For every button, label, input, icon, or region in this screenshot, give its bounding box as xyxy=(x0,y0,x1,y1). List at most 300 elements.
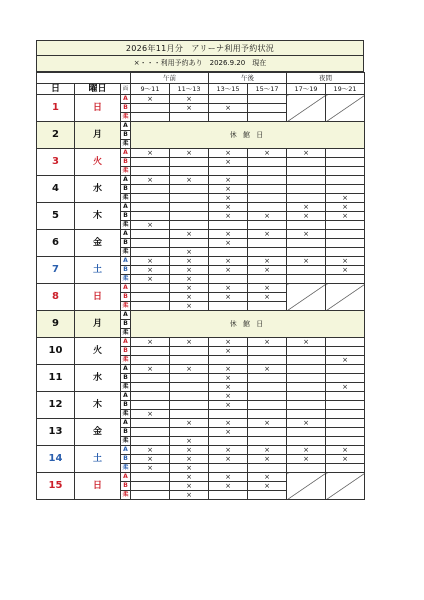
reservation-cell xyxy=(287,428,326,437)
reservation-cell: × xyxy=(326,455,365,464)
facility-label: B xyxy=(121,293,131,302)
facility-label: 柔 xyxy=(122,383,129,390)
reservation-cell xyxy=(248,347,287,356)
reservation-cell xyxy=(248,356,287,365)
reservation-cell: × xyxy=(209,239,248,248)
header-row-slots xyxy=(37,84,365,95)
reservation-cell: × xyxy=(287,149,326,158)
reservation-cell xyxy=(131,239,170,248)
day-row xyxy=(37,365,365,374)
time-slot-header: 19～21 xyxy=(326,84,365,95)
period-header: 午後 xyxy=(209,73,287,84)
weekday: 水 xyxy=(75,176,121,203)
facility-label: 柔 xyxy=(122,437,129,444)
reservation-cell xyxy=(209,248,248,257)
sheet-title: 2026年11月分 アリーナ利用予約状況 xyxy=(36,40,364,56)
reservation-cell xyxy=(209,410,248,419)
facility-header: 面 xyxy=(121,84,131,95)
facility-label: B xyxy=(121,482,131,491)
reservation-cell: × xyxy=(209,185,248,194)
reservation-cell xyxy=(326,410,365,419)
reservation-cell xyxy=(131,230,170,239)
reservation-cell xyxy=(131,356,170,365)
reservation-cell xyxy=(287,167,326,176)
reservation-cell xyxy=(131,212,170,221)
reservation-cell: × xyxy=(209,266,248,275)
reservation-cell: × xyxy=(131,338,170,347)
day-row xyxy=(37,338,365,347)
day-header: 日 xyxy=(37,84,75,95)
period-header: 夜間 xyxy=(287,73,365,84)
day-number: 14 xyxy=(37,446,75,473)
reservation-cell xyxy=(170,383,209,392)
reservation-cell xyxy=(170,239,209,248)
reservation-cell xyxy=(248,113,287,122)
facility-label: 柔 xyxy=(122,275,129,282)
reservation-cell xyxy=(248,221,287,230)
reservation-cell: × xyxy=(170,446,209,455)
reservation-cell: × xyxy=(248,149,287,158)
facility-label: B xyxy=(121,428,131,437)
reservation-cell xyxy=(326,230,365,239)
day-number: 6 xyxy=(37,230,75,257)
reservation-cell: × xyxy=(287,419,326,428)
unavailable-cell xyxy=(326,95,365,122)
reservation-cell xyxy=(326,392,365,401)
reservation-cell xyxy=(131,482,170,491)
time-slot-header: 15～17 xyxy=(248,84,287,95)
reservation-cell xyxy=(170,203,209,212)
reservation-cell: × xyxy=(209,230,248,239)
reservation-cell xyxy=(170,410,209,419)
day-number: 7 xyxy=(37,257,75,284)
reservation-cell xyxy=(131,302,170,311)
facility-label: 柔 xyxy=(122,302,129,309)
reservation-cell xyxy=(248,374,287,383)
reservation-cell xyxy=(248,176,287,185)
reservation-cell xyxy=(287,365,326,374)
reservation-cell xyxy=(248,104,287,113)
reservation-cell: × xyxy=(209,212,248,221)
reservation-cell xyxy=(248,383,287,392)
facility-label: B xyxy=(121,212,131,221)
reservation-cell xyxy=(209,464,248,473)
reservation-cell xyxy=(248,203,287,212)
facility-label: 柔 xyxy=(122,194,129,201)
reservation-cell xyxy=(326,275,365,284)
reservation-cell xyxy=(326,338,365,347)
reservation-cell xyxy=(131,293,170,302)
reservation-cell xyxy=(326,437,365,446)
reservation-cell xyxy=(170,194,209,203)
reservation-cell: × xyxy=(209,176,248,185)
reservation-cell xyxy=(131,428,170,437)
reservation-cell: × xyxy=(209,284,248,293)
reservation-cell xyxy=(248,437,287,446)
reservation-cell xyxy=(287,194,326,203)
time-slot-header: 9～11 xyxy=(131,84,170,95)
weekday: 金 xyxy=(75,419,121,446)
reservation-cell xyxy=(248,428,287,437)
facility-label: 柔 xyxy=(122,356,129,363)
day-number: 11 xyxy=(37,365,75,392)
reservation-cell: × xyxy=(209,428,248,437)
reservation-table xyxy=(36,72,365,500)
reservation-cell: × xyxy=(326,356,365,365)
unavailable-cell xyxy=(287,473,326,500)
reservation-cell xyxy=(170,374,209,383)
reservation-cell: × xyxy=(248,293,287,302)
reservation-cell: × xyxy=(209,104,248,113)
reservation-cell xyxy=(131,158,170,167)
reservation-cell: × xyxy=(209,293,248,302)
reservation-cell: × xyxy=(209,419,248,428)
facility-label: 柔 xyxy=(122,140,129,147)
facility-label: A xyxy=(121,230,131,239)
reservation-cell: × xyxy=(131,149,170,158)
closed-day-label: 休 館 日 xyxy=(131,311,365,338)
reservation-cell: × xyxy=(287,212,326,221)
reservation-cell: × xyxy=(131,221,170,230)
reservation-cell: × xyxy=(170,338,209,347)
reservation-cell xyxy=(131,491,170,500)
unavailable-cell xyxy=(287,284,326,311)
facility-label: A xyxy=(121,365,131,374)
reservation-cell xyxy=(248,410,287,419)
facility-label: B xyxy=(121,347,131,356)
day-number: 2 xyxy=(37,122,75,149)
reservation-cell xyxy=(209,167,248,176)
reservation-cell xyxy=(170,428,209,437)
facility-label: 柔 xyxy=(122,221,129,228)
reservation-cell: × xyxy=(170,437,209,446)
facility-label: 柔 xyxy=(122,410,129,417)
reservation-cell: × xyxy=(248,284,287,293)
reservation-cell xyxy=(287,158,326,167)
reservation-cell: × xyxy=(131,365,170,374)
reservation-cell: × xyxy=(287,230,326,239)
facility-label: A xyxy=(121,392,131,401)
day-row xyxy=(37,95,365,104)
reservation-cell: × xyxy=(209,446,248,455)
reservation-cell: × xyxy=(287,257,326,266)
weekday: 日 xyxy=(75,473,121,500)
reservation-cell xyxy=(131,167,170,176)
reservation-cell xyxy=(248,158,287,167)
day-number: 1 xyxy=(37,95,75,122)
day-row xyxy=(37,149,365,158)
reservation-cell: × xyxy=(248,266,287,275)
facility-label: B xyxy=(121,374,131,383)
reservation-cell: × xyxy=(209,338,248,347)
reservation-cell xyxy=(170,356,209,365)
reservation-cell xyxy=(170,401,209,410)
reservation-cell: × xyxy=(248,446,287,455)
reservation-cell xyxy=(326,419,365,428)
reservation-cell: × xyxy=(209,455,248,464)
reservation-cell: × xyxy=(209,473,248,482)
reservation-cell xyxy=(287,392,326,401)
reservation-cell: × xyxy=(170,230,209,239)
reservation-cell xyxy=(248,185,287,194)
reservation-cell xyxy=(248,167,287,176)
reservation-cell xyxy=(326,158,365,167)
reservation-cell: × xyxy=(209,194,248,203)
reservation-cell xyxy=(131,104,170,113)
reservation-sheet xyxy=(36,40,364,500)
reservation-cell: × xyxy=(248,230,287,239)
reservation-cell xyxy=(131,185,170,194)
day-row xyxy=(37,284,365,293)
reservation-cell: × xyxy=(209,401,248,410)
reservation-cell: × xyxy=(170,491,209,500)
reservation-cell: × xyxy=(326,266,365,275)
weekday: 木 xyxy=(75,203,121,230)
time-slot-header: 13～15 xyxy=(209,84,248,95)
day-row xyxy=(37,446,365,455)
time-slot-header: 11～13 xyxy=(170,84,209,95)
reservation-cell: × xyxy=(287,446,326,455)
facility-label: B xyxy=(121,158,131,167)
reservation-cell xyxy=(131,392,170,401)
reservation-cell xyxy=(248,491,287,500)
reservation-cell: × xyxy=(209,374,248,383)
reservation-cell: × xyxy=(326,257,365,266)
reservation-cell xyxy=(287,266,326,275)
reservation-cell xyxy=(326,347,365,356)
reservation-cell: × xyxy=(170,419,209,428)
reservation-cell xyxy=(131,347,170,356)
reservation-cell xyxy=(131,194,170,203)
reservation-cell: × xyxy=(326,212,365,221)
facility-label: A xyxy=(121,473,131,482)
reservation-cell xyxy=(209,221,248,230)
day-number: 5 xyxy=(37,203,75,230)
reservation-cell: × xyxy=(170,464,209,473)
time-slot-header: 17～19 xyxy=(287,84,326,95)
day-row xyxy=(37,311,365,320)
reservation-cell xyxy=(248,194,287,203)
day-row xyxy=(37,230,365,239)
reservation-cell xyxy=(248,239,287,248)
reservation-cell: × xyxy=(248,338,287,347)
reservation-cell: × xyxy=(209,149,248,158)
facility-label: B xyxy=(121,239,131,248)
reservation-cell xyxy=(326,365,365,374)
weekday: 水 xyxy=(75,365,121,392)
reservation-cell xyxy=(131,419,170,428)
reservation-cell xyxy=(287,374,326,383)
reservation-cell: × xyxy=(326,383,365,392)
day-number: 9 xyxy=(37,311,75,338)
reservation-cell: × xyxy=(248,257,287,266)
facility-label: A xyxy=(121,122,131,131)
reservation-cell xyxy=(287,383,326,392)
day-number: 8 xyxy=(37,284,75,311)
facility-label: A xyxy=(121,338,131,347)
facility-label: 柔 xyxy=(122,329,129,336)
reservation-cell xyxy=(326,239,365,248)
reservation-cell: × xyxy=(209,365,248,374)
header-corner xyxy=(37,73,131,84)
reservation-cell: × xyxy=(209,158,248,167)
reservation-cell xyxy=(131,401,170,410)
facility-label: A xyxy=(121,446,131,455)
facility-label: B xyxy=(121,131,131,140)
reservation-cell xyxy=(326,428,365,437)
reservation-cell: × xyxy=(131,266,170,275)
reservation-cell: × xyxy=(170,266,209,275)
reservation-cell: × xyxy=(131,257,170,266)
facility-label: A xyxy=(121,419,131,428)
facility-label: A xyxy=(121,257,131,266)
reservation-cell xyxy=(131,113,170,122)
reservation-cell: × xyxy=(170,248,209,257)
header-row-periods xyxy=(37,73,365,84)
reservation-cell xyxy=(248,95,287,104)
reservation-cell xyxy=(326,167,365,176)
reservation-cell xyxy=(326,221,365,230)
weekday: 金 xyxy=(75,230,121,257)
day-number: 4 xyxy=(37,176,75,203)
reservation-cell xyxy=(326,176,365,185)
reservation-cell xyxy=(170,185,209,194)
day-row xyxy=(37,473,365,482)
reservation-cell xyxy=(131,383,170,392)
reservation-cell: × xyxy=(248,455,287,464)
facility-label: A xyxy=(121,284,131,293)
reservation-cell xyxy=(209,491,248,500)
weekday: 日 xyxy=(75,95,121,122)
reservation-cell xyxy=(326,185,365,194)
reservation-cell: × xyxy=(170,176,209,185)
weekday: 木 xyxy=(75,392,121,419)
reservation-cell xyxy=(170,158,209,167)
reservation-cell xyxy=(287,185,326,194)
reservation-cell: × xyxy=(131,455,170,464)
reservation-cell: × xyxy=(170,293,209,302)
reservation-cell xyxy=(248,302,287,311)
facility-label: 柔 xyxy=(122,113,129,120)
reservation-cell xyxy=(131,284,170,293)
period-header: 午前 xyxy=(131,73,209,84)
facility-label: B xyxy=(121,185,131,194)
reservation-cell xyxy=(209,95,248,104)
reservation-cell xyxy=(170,221,209,230)
reservation-cell: × xyxy=(131,464,170,473)
reservation-cell xyxy=(248,464,287,473)
facility-label: B xyxy=(121,104,131,113)
facility-label: B xyxy=(121,401,131,410)
reservation-cell xyxy=(326,248,365,257)
reservation-cell xyxy=(287,239,326,248)
weekday: 日 xyxy=(75,284,121,311)
reservation-cell xyxy=(287,248,326,257)
facility-label: 柔 xyxy=(122,464,129,471)
reservation-cell xyxy=(131,203,170,212)
day-row xyxy=(37,419,365,428)
reservation-cell xyxy=(248,248,287,257)
reservation-cell: × xyxy=(170,302,209,311)
day-row xyxy=(37,257,365,266)
weekday: 土 xyxy=(75,257,121,284)
reservation-cell: × xyxy=(287,455,326,464)
day-row xyxy=(37,392,365,401)
reservation-cell: × xyxy=(248,482,287,491)
weekday: 火 xyxy=(75,338,121,365)
reservation-cell: × xyxy=(170,365,209,374)
reservation-cell xyxy=(248,401,287,410)
reservation-cell xyxy=(170,113,209,122)
reservation-cell xyxy=(287,437,326,446)
reservation-cell: × xyxy=(209,347,248,356)
reservation-cell xyxy=(287,176,326,185)
reservation-cell xyxy=(209,437,248,446)
reservation-cell: × xyxy=(209,383,248,392)
day-number: 12 xyxy=(37,392,75,419)
reservation-cell xyxy=(209,275,248,284)
reservation-cell: × xyxy=(170,149,209,158)
facility-label: B xyxy=(121,320,131,329)
facility-label: 柔 xyxy=(122,491,129,498)
reservation-cell: × xyxy=(131,95,170,104)
reservation-cell xyxy=(209,113,248,122)
reservation-cell: × xyxy=(248,212,287,221)
weekday: 土 xyxy=(75,446,121,473)
reservation-cell: × xyxy=(209,392,248,401)
day-row xyxy=(37,176,365,185)
reservation-cell: × xyxy=(287,338,326,347)
facility-label: 柔 xyxy=(122,248,129,255)
reservation-cell xyxy=(170,347,209,356)
reservation-cell xyxy=(287,356,326,365)
reservation-cell xyxy=(209,302,248,311)
facility-label: B xyxy=(121,266,131,275)
weekday: 月 xyxy=(75,122,121,149)
day-number: 13 xyxy=(37,419,75,446)
unavailable-cell xyxy=(326,284,365,311)
reservation-cell: × xyxy=(326,446,365,455)
legend-note: ×・・・利用予約あり 2026.9.20 現在 xyxy=(36,56,364,72)
reservation-cell: × xyxy=(170,284,209,293)
reservation-cell: × xyxy=(326,194,365,203)
reservation-cell: × xyxy=(131,275,170,284)
reservation-cell xyxy=(326,401,365,410)
reservation-cell: × xyxy=(170,482,209,491)
reservation-cell: × xyxy=(287,203,326,212)
weekday: 月 xyxy=(75,311,121,338)
day-number: 15 xyxy=(37,473,75,500)
reservation-cell xyxy=(287,464,326,473)
reservation-cell xyxy=(209,356,248,365)
facility-label: A xyxy=(121,203,131,212)
closed-day-label: 休 館 日 xyxy=(131,122,365,149)
unavailable-cell xyxy=(326,473,365,500)
day-number: 10 xyxy=(37,338,75,365)
reservation-cell xyxy=(248,392,287,401)
facility-label: A xyxy=(121,176,131,185)
reservation-cell xyxy=(248,275,287,284)
day-row xyxy=(37,122,365,131)
facility-label: 柔 xyxy=(122,167,129,174)
reservation-cell xyxy=(170,212,209,221)
reservation-cell xyxy=(326,149,365,158)
reservation-cell xyxy=(287,401,326,410)
reservation-cell xyxy=(326,374,365,383)
reservation-cell: × xyxy=(170,257,209,266)
weekday-header: 曜日 xyxy=(75,84,121,95)
reservation-cell: × xyxy=(170,455,209,464)
